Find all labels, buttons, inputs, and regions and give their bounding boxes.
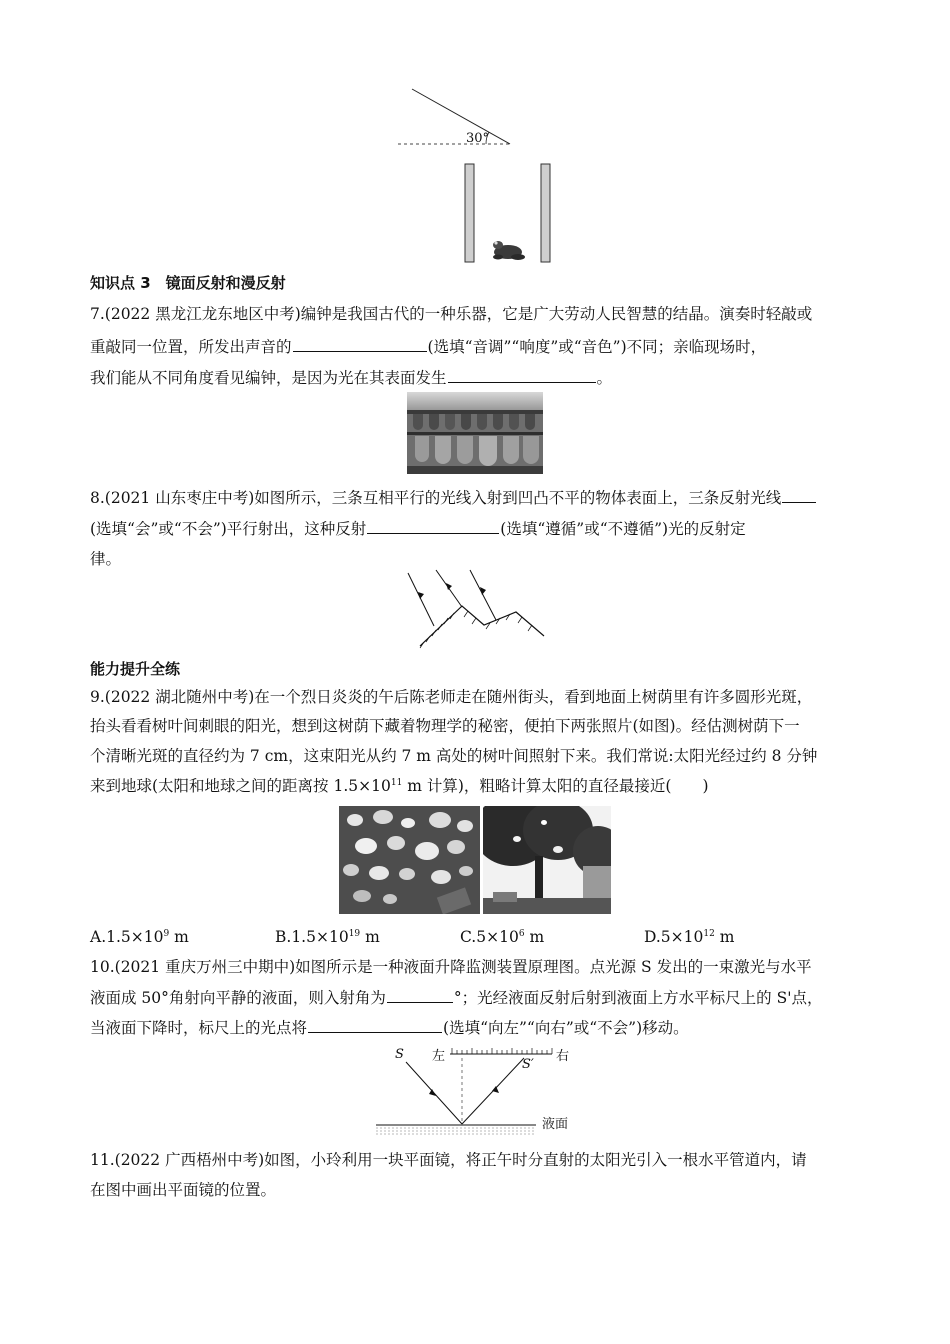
q9-option-c-base: C.5×10 — [460, 928, 519, 946]
light-spots-photo — [339, 806, 480, 914]
incident-arrowhead — [429, 1089, 436, 1096]
q9-option-b-exp: 19 — [348, 929, 361, 939]
q7-line2-b: (选填“音调”“响度”或“音色”)不同；亲临现场时， — [427, 338, 767, 356]
q8-line3: 律。 — [90, 550, 122, 568]
q8-line1 — [90, 486, 817, 509]
ruler-ticks — [452, 1048, 552, 1054]
q9-option-b-base: B.1.5×10 — [275, 928, 349, 946]
arrowhead-2 — [446, 583, 452, 590]
q9-option-a-unit: m — [169, 928, 189, 946]
tree-photo — [483, 806, 611, 914]
q8-line1-a: 8.(2021 山东枣庄中考)如图所示，三条互相平行的光线入射到凹凸不平的物体表面上，三条反射光线 — [90, 489, 782, 507]
q9-line4-a: 来到地球(太阳和地球之间的距离按 1.5×10 — [90, 777, 391, 795]
q10-line2-a: 液面成 50°角射向平静的液面，则入射角为 — [90, 989, 386, 1007]
q9-option-a-base: A.1.5×10 — [90, 928, 164, 946]
q9-line4-b: m 计算)，粗略计算太阳的直径最接近( ) — [402, 777, 709, 795]
q10-line1: 10.(2021 重庆万州三中期中)如图所示是一种液面升降监测装置原理图。点光源 S 发出的一束激光与水平 — [90, 958, 812, 976]
q9-option-d-unit: m — [714, 928, 735, 946]
q9-option-c-exp: 6 — [518, 929, 525, 939]
q9-option-d[interactable] — [644, 926, 734, 948]
frog-icon — [493, 241, 525, 260]
q8-line2-a: (选填“会”或“不会”)平行射出，这种反射 — [90, 520, 367, 538]
q10-blank-2[interactable] — [308, 1016, 442, 1033]
q8-line2-b: (选填“遵循”或“不遵循”)光的反射定 — [500, 520, 746, 538]
q10-blank-1[interactable] — [387, 986, 453, 1003]
sunlight-ray — [412, 89, 510, 144]
q7-line3-a: 我们能从不同角度看见编钟，是因为光在其表面发生 — [90, 369, 447, 387]
angle-label: 30° — [466, 131, 490, 146]
bianzhong-photo — [407, 392, 543, 474]
q9-option-d-exp: 12 — [703, 929, 715, 939]
q9-option-c-unit: m — [524, 928, 545, 946]
left-label: 左 — [432, 1049, 446, 1064]
q8-blank-2[interactable] — [367, 517, 499, 534]
q10-line2-b: °；光经液面反射后射到液面上方水平标尺上的 S'点， — [453, 989, 823, 1007]
q9-option-b[interactable] — [275, 926, 380, 948]
q9-line2: 抬头看看树叶间刺眼的阳光，想到这树荫下藏着物理学的秘密，便拍下两张照片(如图)。经估测树荫下一 — [90, 717, 800, 735]
q7-blank-1[interactable] — [293, 335, 427, 352]
frog-well-figure — [390, 85, 560, 267]
q9-option-a-exp: 9 — [163, 929, 170, 939]
liquid-surface-label: 液面 — [542, 1117, 569, 1132]
reflected-arrowhead — [492, 1086, 499, 1093]
q7-line2 — [90, 335, 766, 358]
right-label: 右 — [556, 1049, 570, 1064]
section-kp3-heading: 知识点 3 镜面反射和漫反射 — [90, 274, 286, 292]
q10-line3-a: 当液面下降时，标尺上的光点将 — [90, 1019, 308, 1037]
q9-line4 — [90, 775, 709, 797]
source-s-label: S — [395, 1047, 404, 1062]
q9-option-c[interactable] — [460, 926, 544, 948]
right-well-wall — [541, 164, 550, 262]
q11-line1: 11.(2022 广西梧州中考)如图，小玲利用一块平面镜，将正午时分直射的太阳光引入一根水平管道内，请 — [90, 1151, 807, 1169]
q7-line3 — [90, 366, 612, 389]
s-prime-label: S′ — [522, 1057, 534, 1072]
q9-option-a[interactable] — [90, 926, 189, 948]
q10-line3-b: (选填“向左”“向右”或“不会”)移动。 — [443, 1019, 689, 1037]
q9-option-b-unit: m — [360, 928, 380, 946]
q7-line1: 7.(2022 黑龙江龙东地区中考)编钟是我国古代的一种乐器，它是广大劳动人民智慧的结晶。演奏时轻敲或 — [90, 305, 813, 323]
q11-line2: 在图中画出平面镜的位置。 — [90, 1181, 277, 1199]
q7-blank-2[interactable] — [448, 366, 596, 383]
incident-ray-3 — [470, 570, 496, 620]
q9-line3: 个清晰光斑的直径约为 7 cm，这束阳光从约 7 m 高处的树叶间照射下来。我们常说:太阳光经过约 8 分钟 — [90, 747, 818, 765]
q9-line1: 9.(2022 湖北随州中考)在一个烈日炎炎的午后陈老师走在随州街头，看到地面上树荫里有许多圆形光斑， — [90, 688, 813, 706]
left-well-wall — [465, 164, 474, 262]
q7-line3-b: 。 — [596, 369, 613, 387]
q10-line2 — [90, 986, 822, 1009]
q9-option-d-base: D.5×10 — [644, 928, 704, 946]
diffuse-reflection-figure — [398, 568, 548, 650]
section-ability-heading: 能力提升全练 — [90, 660, 181, 678]
q8-blank-1[interactable] — [782, 486, 816, 503]
incident-ray-1 — [408, 573, 434, 626]
q7-line2-a: 重敲同一位置，所发出声音的 — [90, 338, 292, 356]
q10-line3 — [90, 1016, 689, 1039]
liquid-level-figure — [370, 1040, 590, 1140]
q9-line4-exp: 11 — [390, 778, 403, 788]
rough-surface — [420, 606, 544, 646]
q8-line2 — [90, 517, 746, 540]
